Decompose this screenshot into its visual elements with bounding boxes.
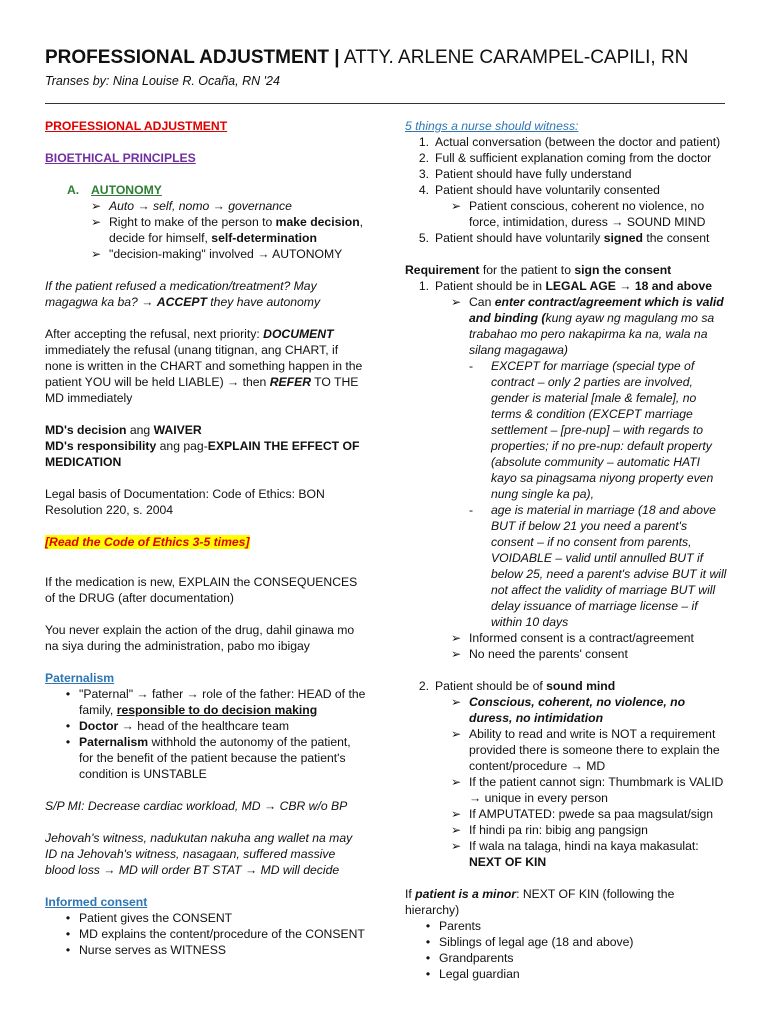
list-item: • Grandparents (417, 950, 727, 966)
title-separator: | (334, 47, 340, 68)
after-refusal-text: After accepting the refusal, next priority: DOCUMENT immediately the refusal (unang titignan, ang CHART, if none is written in the CHART and something happen in the patient YOU will be held LIABLE) → then REFER TO THE MD immediately (45, 327, 363, 405)
arrowhead-bullet-icon: ➢ (451, 199, 462, 213)
bullet-icon: • (65, 943, 71, 957)
page-header (45, 46, 725, 88)
list-item: 1. Patient should be in LEGAL AGE → 18 and above (418, 279, 713, 293)
list-item: • Parents (417, 918, 727, 934)
autonomy-heading: A. AUTONOMY (67, 183, 162, 197)
list-item: • Nurse serves as WITNESS (57, 942, 367, 958)
never-explain-text: You never explain the action of the drug, dahil ginawa mo na siya during the administration, pabo mo ibigay (45, 623, 355, 653)
read-code-note: [Read the Code of Ethics 3-5 times] (45, 535, 250, 549)
list-item: ➢ If AMPUTATED: pwede sa paa magsulat/sign (451, 807, 714, 821)
title-author: ATTY. ARLENE CARAMPEL-CAPILI, RN (343, 47, 689, 68)
arrowhead-bullet-icon: ➢ (451, 839, 462, 853)
arrowhead-bullet-icon: ➢ (451, 807, 462, 821)
list-item: - EXCEPT for marriage (special type of contract – only 2 parties are involved, gender is material [male & female], no terms & condition (EXCEPT marriage settlement – [pre-nup] – with regards to properties; if no pre-nup: default property (absolute community – automatic HATI kayo sa pinagsama niyong property even nung single ka pa), (469, 359, 714, 501)
requirement-heading: Requirement for the patient to sign the consent (405, 263, 672, 277)
paternalism-heading: Paternalism (45, 671, 115, 685)
list-item: • Doctor → head of the healthcare team (57, 718, 367, 734)
list-item: ➢ Patient conscious, coherent no violence, no force, intimidation, duress → SOUND MIND (451, 199, 706, 229)
sp-mi-text: S/P MI: Decrease cardiac workload, MD → CBR w/o BP (45, 799, 348, 813)
list-item: ➢ If hindi pa rin: bibig ang pangsign (451, 823, 648, 837)
transcriber-line: Transes by: Nina Louise R. Ocaña, RN '24 (45, 74, 280, 88)
arrowhead-bullet-icon: ➢ (451, 631, 462, 645)
arrowhead-bullet-icon: ➢ (451, 823, 462, 837)
list-item: • Patient gives the CONSENT (57, 910, 367, 926)
list-item: • Siblings of legal age (18 and above) (417, 934, 727, 950)
md-responsibility: MD's responsibility ang pag-EXPLAIN THE EFFECT OF MEDICATION (45, 439, 360, 469)
new-medication-text: If the medication is new, EXPLAIN the CONSEQUENCES of the DRUG (after documentation) (45, 575, 358, 605)
arrowhead-bullet-icon: ➢ (91, 215, 102, 229)
list-item: 3. Patient should have fully understand (418, 167, 632, 181)
bullet-icon: • (425, 967, 431, 981)
list-item: ➢ If wala na talaga, hindi na kaya makasulat: NEXT OF KIN (451, 839, 699, 869)
list-item: ➢ No need the parents' consent (451, 647, 628, 661)
list-item: ➢ "decision-making" involved → AUTONOMY (91, 247, 343, 261)
arrowhead-bullet-icon: ➢ (91, 247, 102, 261)
arrowhead-bullet-icon: ➢ (451, 775, 462, 789)
refusal-question: If the patient refused a medication/treatment? May magagwa ka ba? → ACCEPT they have autonomy (45, 279, 321, 309)
minor-heading: If patient is a minor: NEXT OF KIN (following the hierarchy) (405, 887, 675, 917)
bullet-icon: • (425, 951, 431, 965)
right-column (405, 118, 727, 982)
list-item: ➢ Conscious, coherent, no violence, no duress, no intimidation (451, 695, 686, 725)
list-item: ➢ Right to make of the person to make decision, decide for himself, self-determination (91, 215, 364, 245)
arrowhead-bullet-icon: ➢ (451, 295, 462, 309)
md-decision: MD's decision ang WAIVER (45, 423, 202, 437)
bioethical-heading: BIOETHICAL PRINCIPLES (45, 151, 196, 165)
witness-heading: 5 things a nurse should witness: (405, 119, 579, 133)
bullet-icon: • (65, 687, 71, 701)
list-item: ➢ Informed consent is a contract/agreement (451, 631, 694, 645)
document-title (45, 46, 725, 70)
legal-basis: Legal basis of Documentation: Code of Ethics: BON Resolution 220, s. 2004 (45, 487, 325, 517)
arrowhead-bullet-icon: ➢ (451, 727, 462, 741)
list-item: • Paternalism withhold the autonomy of the patient, for the benefit of the patient because the patient's condition is UNSTABLE (57, 734, 367, 782)
list-item: ➢ If the patient cannot sign: Thumbmark is VALID → unique in every person (451, 775, 724, 805)
list-item: 4. Patient should have voluntarily consented (418, 183, 660, 197)
list-item: 2. Patient should be of sound mind (418, 679, 616, 693)
arrowhead-bullet-icon: ➢ (451, 647, 462, 661)
bullet-icon: • (425, 919, 431, 933)
title-main: PROFESSIONAL ADJUSTMENT (45, 47, 329, 68)
arrowhead-bullet-icon: ➢ (91, 199, 102, 213)
bullet-icon: • (65, 911, 71, 925)
bullet-icon: • (65, 735, 71, 749)
arrowhead-bullet-icon: ➢ (451, 695, 462, 709)
bullet-icon: • (65, 927, 71, 941)
list-item: • Legal guardian (417, 966, 727, 982)
list-item: ➢ Can enter contract/agreement which is valid and binding (kung ayaw ng magulang mo sa trabahao mo pero nakapirma ka na, wala na silang magagawa) (451, 295, 724, 357)
list-item: • MD explains the content/procedure of the CONSENT (57, 926, 367, 942)
bullet-icon: • (425, 935, 431, 949)
informed-consent-heading: Informed consent (45, 895, 148, 909)
list-item: • "Paternal" → father → role of the father: HEAD of the family, responsible to do decision making (57, 686, 367, 718)
list-item: 2. Full & sufficient explanation coming from the doctor (418, 151, 712, 165)
bullet-icon: • (65, 719, 71, 733)
section-title: PROFESSIONAL ADJUSTMENT (45, 119, 228, 133)
jehovah-text: Jehovah's witness, nadukutan nakuha ang wallet na may ID na Jehovah's witness, nasagaan, suffered massive blood loss → MD will order BT STAT → MD will decide (45, 831, 353, 877)
left-column (45, 118, 367, 958)
list-item: 5. Patient should have voluntarily signed the consent (418, 231, 710, 245)
list-item: - age is material in marriage (18 and above BUT if below 21 you need a parent's consent – if no consent from parents, VOIDABLE – valid until annulled BUT if below 25, need a parent's advise BUT it will not affect the validity of marriage BUT will delay issuance of marriage license – if within 10 days (469, 503, 727, 629)
list-item: ➢ Auto → self, nomo → governance (91, 199, 292, 213)
header-divider (45, 103, 725, 104)
list-item: ➢ Ability to read and write is NOT a requirement provided there is someone there to explain the content/procedure → MD (451, 727, 720, 773)
list-item: 1. Actual conversation (between the doctor and patient) (418, 135, 721, 149)
